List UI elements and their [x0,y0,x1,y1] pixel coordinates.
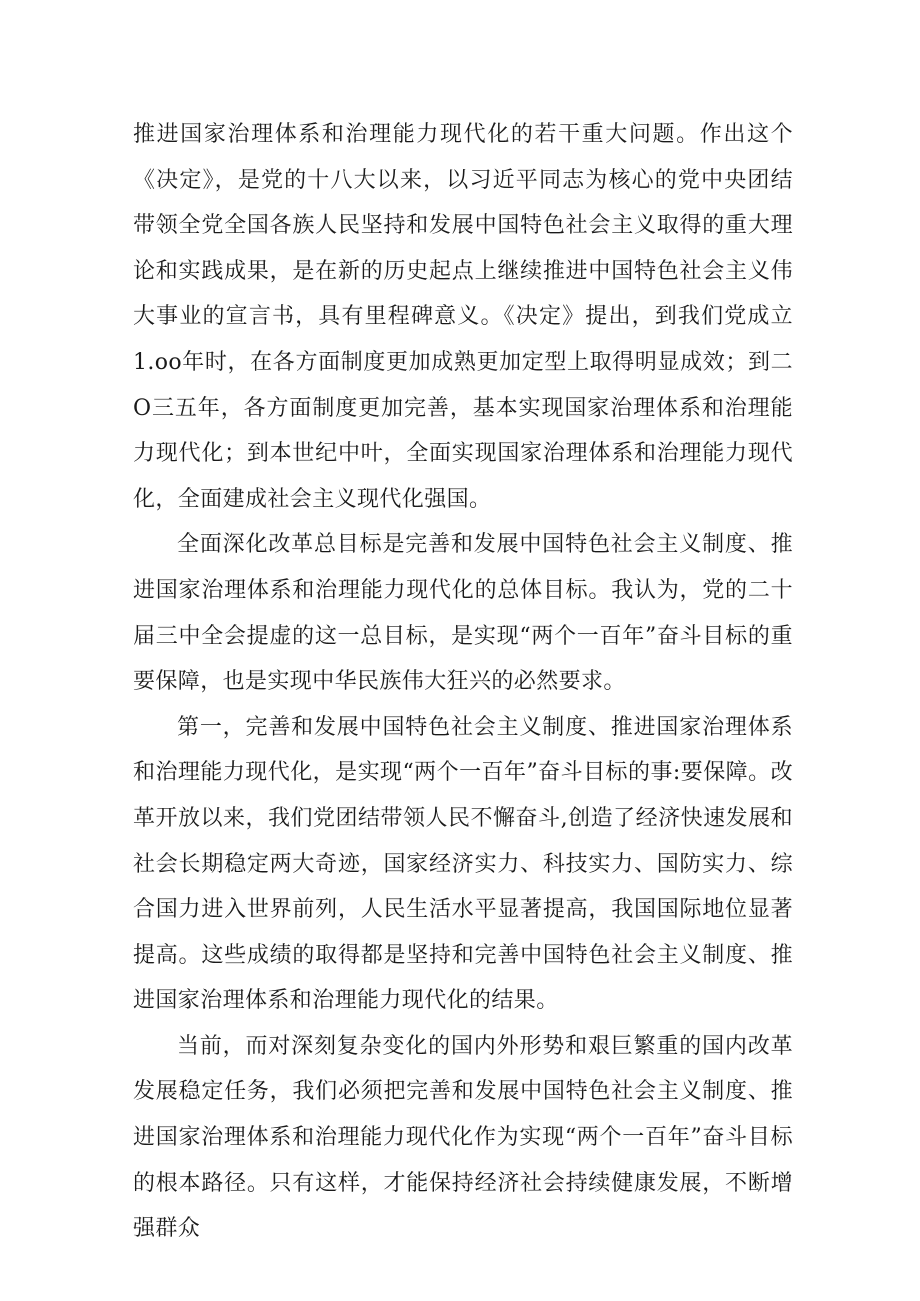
paragraph-2: 全面深化改革总目标是完善和发展中国特色社会主义制度、推进国家治理体系和治理能力现代化的总体目标。我认为，党的二十届三中全会提虚的这一总目标，是实现“两个一百年”奋斗目标的重要保障，也是实现中华民族伟大狂兴的必然要求。 [133,532,793,695]
paragraph-3: 第一，完善和发展中国特色社会主义制度、推进国家治理体系和治理能力现代化，是实现“两个一百年”奋斗目标的事:要保障。改革开放以来，我们党团结带领人民不懈奋斗,创造了经济快速发展和社会长期稳定两大奇迹，国家经济实力、科技实力、国防实力、综合国力进入世界前列，人民生活水平显著提高，我国国际地位显著提高。这些成绩的取得都是坚持和完善中国特色社会主义制度、推进国家治理体系和治理能力现代化的结果。 [133,714,793,1014]
paragraph-4: 当前，而对深刻复杂变化的国内外形势和艰巨繁重的国内改革发展稳定任务，我们必须把完善和发展中国特色社会主义制度、推进国家治理体系和治理能力现代化作为实现“两个一百年”奋斗目标的根本路径。只有这样，才能保持经济社会持续健康发展，不断增强群众 [133,1033,793,1242]
document-body [133,112,793,1252]
paragraph-1: 推进国家治理体系和治理能力现代化的若干重大问题。作出这个《决定》，是党的十八大以来，以习近平同志为核心的党中央团结带领全党全国各族人民坚持和发展中国特色社会主义取得的重大理论和实践成果，是在新的历史起点上继续推进中国特色社会主义伟大事业的宣言书，具有里程碑意义。《决定》提出，到我们党成立1.oo年时，在各方面制度更加成熟更加定型上取得明显成效；到二O三五年，各方面制度更加完善，基本实现国家治理体系和治理能力现代化；到本世纪中叶，全面实现国家治理体系和治理能力现代化，全面建成社会主义现代化强国。 [133,122,793,512]
